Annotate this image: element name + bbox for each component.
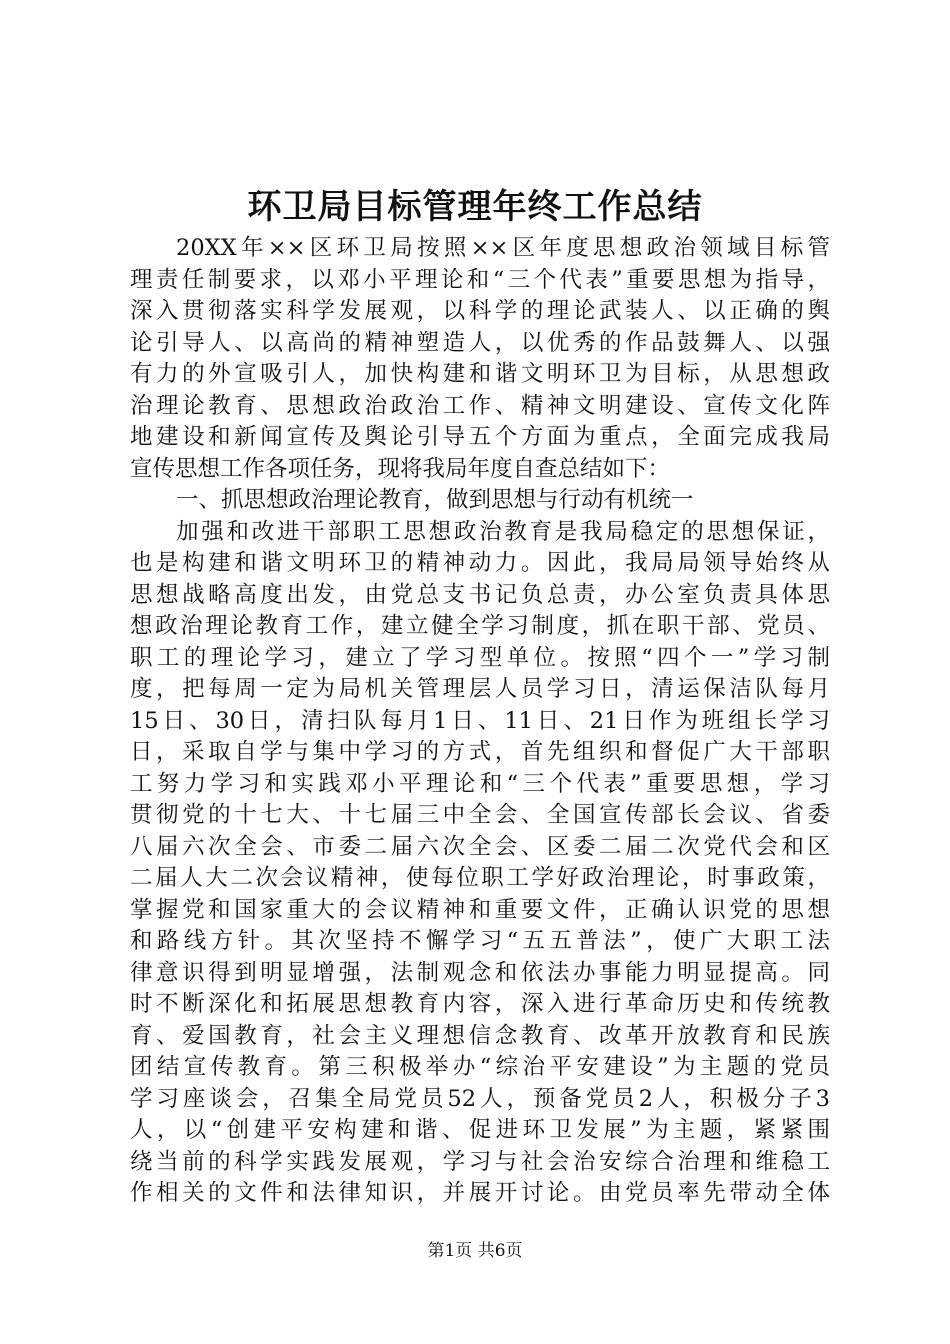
body-line: 团结宣传教育。第三积极举办“综治平安建设”为主题的党员 [130,1054,830,1080]
body-line: 有力的外宣吸引人，加快构建和谐文明环卫为目标，从思想政 [130,361,830,387]
body-line: 职工的理论学习，建立了学习型单位。按照“四个一”学习制 [130,644,830,671]
body-line: 思想战略高度出发，由党总支书记负总责，办公室负责具体思 [130,581,830,608]
body-line: 地建设和新闻宣传及舆论引导五个方面为重点，全面完成我局 [130,424,830,450]
body-line: 律意识得到明显增强，法制观念和依法办事能力明显提高。同 [130,959,830,986]
body-line: 理责任制要求，以邓小平理论和“三个代表”重要思想为指导， [130,266,830,293]
body-line: 二届人大二次会议精神，使每位职工学好政治理论，时事政策， [130,865,830,891]
body-line: 度，把每周一定为局机关管理层人员学习日，清运保洁队每月 [130,676,830,702]
body-line: 人，以“创建平安构建和谐、促进环卫发展”为主题，紧紧围 [130,1117,830,1143]
body-line: 和路线方针。其次坚持不懈学习“五五普法”，使广大职工法 [130,928,830,954]
document-body [130,233,830,1210]
body-line: 学习座谈会，召集全局党员52人，预备党员2人，积极分子3 [130,1085,830,1112]
body-line: 一、抓思想政治理论教育，做到思想与行动有机统一 [176,487,694,513]
body-line: 想政治理论教育工作，建立健全学习制度，抓在职干部、党员、 [130,613,830,639]
page-footer: 第1页 共6页 [427,1241,523,1261]
body-line: 育、爱国教育，社会主义理想信念教育、改革开放教育和民族 [130,1022,830,1049]
body-line: 日，采取自学与集中学习的方式，首先组织和督促广大干部职 [130,739,830,765]
body-line: 工努力学习和实践邓小平理论和“三个代表”重要思想，学习 [130,770,830,797]
body-line: 八届六次全会、市委二届六次全会、区委二届二次党代会和区 [130,833,830,860]
body-line: 深入贯彻落实科学发展观，以科学的理论武装人、以正确的舆 [130,298,830,324]
body-line: 加强和改进干部职工思想政治教育是我局稳定的思想保证， [176,518,830,545]
body-line: 贯彻党的十七大、十七届三中全会、全国宣传部长会议、省委 [130,802,830,828]
document-title: 环卫局目标管理年终工作总结 [247,187,703,227]
body-line: 宣传思想工作各项任务，现将我局年度自查总结如下： [130,455,671,482]
body-line: 论引导人、以高尚的精神塑造人，以优秀的作品鼓舞人、以强 [130,329,830,356]
body-line: 作相关的文件和法律知识，并展开讨论。由党员率先带动全体 [130,1180,830,1206]
body-line: 15日、30日，清扫队每月1日、11日、21日作为班组长学习 [130,707,830,734]
body-line: 时不断深化和拓展思想教育内容，深入进行革命历史和传统教 [130,991,830,1017]
body-line: 20XX年××区环卫局按照××区年度思想政治领域目标管 [176,235,830,261]
body-line: 绕当前的科学实践发展观，学习与社会治安综合治理和维稳工 [130,1148,830,1175]
body-line: 掌握党和国家重大的会议精神和重要文件，正确认识党的思想 [130,896,830,923]
body-line: 治理论教育、思想政治政治工作、精神文明建设、宣传文化阵 [130,392,830,419]
body-line: 也是构建和谐文明环卫的精神动力。因此，我局局领导始终从 [130,550,830,576]
